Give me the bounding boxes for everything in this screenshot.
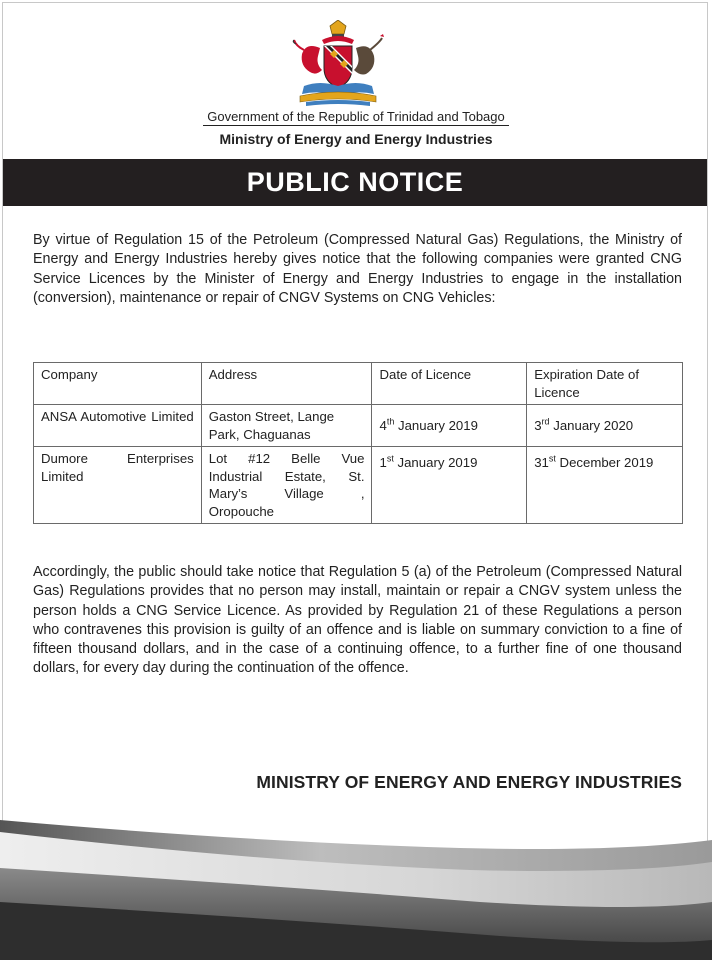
expiry-date-cell [527,447,683,524]
licence-month-year: January 2019 [393,455,478,470]
expiry-day-suffix: st [548,453,556,464]
header-date-of-licence: Date of Licence [372,363,527,405]
header-expiration-date: Expiration Date of Licence [527,363,683,405]
table-row [34,405,683,447]
licence-date-cell [372,447,527,524]
intro-paragraph: By virtue of Regulation 15 of the Petroleum (Compressed Natural Gas) Regulations, the Ministry of Energy and Energy Industries hereby gives notice that the following companies were granted CNG Service Licences by the Minister of Energy and Energy Industries to engage in the installation (conversion), maintenance or repair of CNGV Systems on CNG Vehicles: [33,232,682,306]
licence-day: 1 [379,455,387,470]
address-cell: Gaston Street, Lange Park, Chaguanas [201,405,372,447]
company-cell: Dumore Enterprises Limited [34,447,202,524]
public-notice-banner: PUBLIC NOTICE [3,159,707,206]
licence-date-cell [372,405,527,447]
licence-day-suffix: st [386,453,394,464]
government-title [0,109,712,124]
government-title-text: Government of the Republic of Trinidad and Tobago [203,109,509,126]
expiry-day: 31 [534,455,549,470]
coat-of-arms-icon [290,20,386,108]
expiry-day: 3 [534,417,542,433]
ministry-title: Ministry of Energy and Energy Industries [219,131,493,147]
expiry-date-cell [527,405,683,447]
header-company: Company [34,363,202,405]
licence-month-year: January 2019 [394,417,478,433]
licence-day-suffix: th [386,416,395,427]
expiry-month-year: December 2019 [555,455,654,470]
decorative-swoosh [0,812,712,960]
body-paragraph: Accordingly, the public should take notice that Regulation 5 (a) of the Petroleum (Compressed Natural Gas) Regulations provides that no person may install, maintain or repair a CNGV system unless the person holds a CNG Service Licence. As provided by Regulation 21 of these Regulations a person who contravenes this provision is guilty of an offence and is liable on summary conviction to a fine of fifteen thousand dollars, and in the case of a continuing offence, to a further fine of one thousand dollars, for every day during the continuation of the offence. [33,564,682,677]
address-cell: Lot #12 Belle Vue Industrial Estate, St. Mary’s Village , Oropouche [201,447,372,524]
licences-table [33,362,683,524]
licence-day: 4 [379,417,387,433]
expiry-day-suffix: rd [541,416,550,427]
signoff-ministry: MINISTRY OF ENERGY AND ENERGY INDUSTRIES [256,772,682,792]
table-row [34,447,683,524]
header-address: Address [201,363,372,405]
expiry-month-year: January 2020 [549,417,634,433]
company-cell: ANSA Automotive Limited [34,405,202,447]
table-header-row [34,363,683,405]
